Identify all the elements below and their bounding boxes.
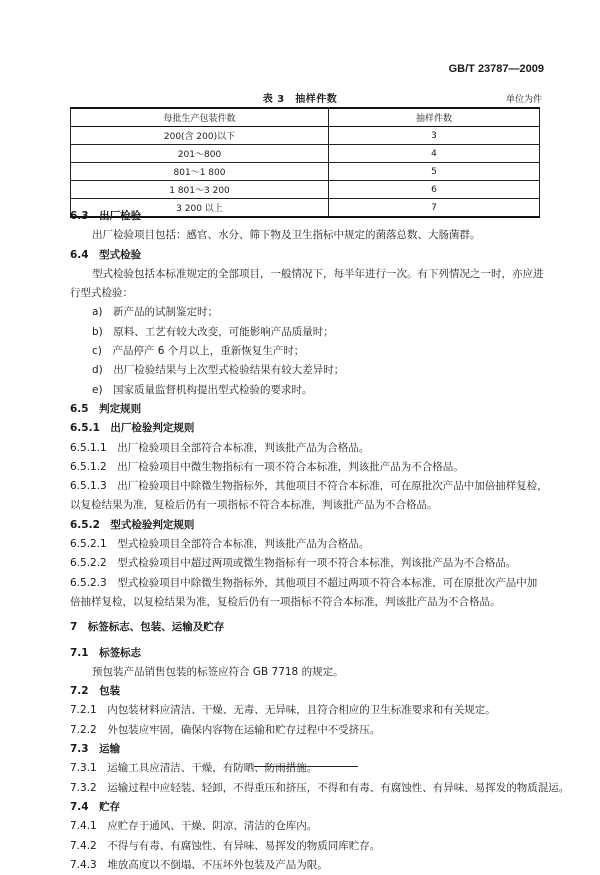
text-line: 6.5.2.3 型式检验项目中除微生物指标外，其他项目不超过两项不符合本标准，可在原批次产品中加 (70, 576, 538, 589)
text-line: e) 国家质量监督机构提出型式检验的要求时。 (92, 383, 313, 396)
text-line: 6.5.1.2 出厂检验项目中微生物指标有一项不符合本标准，判该批产品为不合格品。 (70, 460, 464, 473)
text-line: a) 新产品的试制鉴定时； (92, 306, 219, 319)
text-line: 出厂检验项目包括：感官、水分、筛下物及卫生指标中规定的菌落总数、大肠菌群。 (92, 229, 481, 242)
section-heading: 6.4 型式检验 (70, 248, 142, 261)
sample-count-cell: 6 (329, 181, 540, 199)
section-heading: 6.5.1 出厂检验判定规则 (70, 422, 195, 435)
text-line: 倍抽样复检，以复检结果为准，复检后仍有一项指标不符合本标准，判该批产品为不合格品。 (70, 595, 501, 608)
end-divider (254, 766, 358, 767)
batch-size-cell: 3 200 以上 (71, 199, 329, 218)
text-line: b) 原料、工艺有较大改变，可能影响产品质量时； (92, 325, 334, 338)
text-line: 6.5.1.3 出厂检验项目中除微生物指标外，其他项目不符合本标准，可在原批次产品中加倍抽样复检， (70, 480, 548, 493)
batch-size-cell: 201～800 (71, 145, 329, 163)
sample-count-cell: 3 (329, 127, 540, 145)
section-heading: 7.3 运输 (70, 743, 121, 756)
text-line: 7.2.2 外包装应牢固，确保内容物在运输和贮存过程中不受挤压。 (70, 723, 381, 736)
sample-count-cell: 7 (329, 199, 540, 218)
standard-code: GB/T 23787—2009 (448, 63, 544, 75)
table-row (71, 127, 540, 145)
text-line: 7.4.1 应贮存于通风、干燥、阴凉、清洁的仓库内。 (70, 820, 318, 833)
header-batch-size: 每批生产包装件数 (71, 108, 329, 127)
table-row (71, 145, 540, 163)
batch-size-cell: 1 801～3 200 (71, 181, 329, 199)
section-heading: 7.4 贮存 (70, 800, 121, 813)
text-line: 6.5.2.1 型式检验项目全部符合本标准，判该批产品为合格品。 (70, 538, 370, 551)
text-line: 7.4.3 堆放高度以不倒塌、不压坏外包装及产品为限。 (70, 858, 328, 871)
text-line: c) 产品停产 6 个月以上，重新恢复生产时； (92, 345, 305, 358)
text-line: 6.5.1.1 出厂检验项目全部符合本标准，判该批产品为合格品。 (70, 441, 370, 454)
text-line: d) 出厂检验结果与上次型式检验结果有较大差异时； (92, 364, 345, 377)
table-row (71, 163, 540, 181)
text-line: 预包装产品销售包装的标签应符合 GB 7718 的规定。 (92, 665, 344, 678)
text-line: 以复检结果为准，复检后仍有一项指标不符合本标准，判该批产品为不合格品。 (70, 499, 438, 512)
table-caption: 表 3 抽样件数 (262, 94, 338, 105)
body-text (70, 207, 570, 875)
text-line: 行型式检验： (70, 287, 133, 300)
text-line: 7.3.2 运输过程中应轻装、轻卸，不得重压和挤压，不得和有毒、有腐蚀性、有异味、易挥发的物质混运。 (70, 781, 570, 794)
header-sample-count: 抽样件数 (329, 108, 540, 127)
section-heading: 6.5.2 型式检验判定规则 (70, 518, 195, 531)
table-unit: 单位为件 (505, 95, 542, 105)
sample-count-cell: 4 (329, 145, 540, 163)
table-header-row (71, 108, 540, 127)
section-heading: 6.3 出厂检验 (70, 210, 142, 222)
sample-count-cell: 5 (329, 163, 540, 181)
text-line: 7.3.1 运输工具应清洁、干燥，有防晒、防雨措施。 (70, 762, 318, 775)
section-heading: 7.1 标签标志 (70, 646, 142, 659)
section-heading: 7 标签标志、包装、运输及贮存 (70, 621, 225, 634)
batch-size-cell: 801～1 800 (71, 163, 329, 181)
sampling-table (70, 107, 540, 218)
section-heading: 6.5 判定规则 (70, 402, 142, 415)
text-line: 型式检验包括本标准规定的全部项目，一般情况下，每半年进行一次。有下列情况之一时，亦应进 (92, 267, 544, 280)
text-line: 7.2.1 内包装材料应清洁、干燥、无毒、无异味，且符合相应的卫生标准要求和有关规定。 (70, 704, 496, 717)
text-line: 6.5.2.2 型式检验项目中超过两项或微生物指标有一项不符合本标准，判该批产品为不合格品。 (70, 557, 517, 570)
batch-size-cell: 200(含 200)以下 (71, 127, 329, 145)
section-heading: 7.2 包装 (70, 685, 121, 698)
text-line: 7.4.2 不得与有毒、有腐蚀性、有异味、易挥发的物质同库贮存。 (70, 839, 381, 852)
table-row (71, 181, 540, 199)
